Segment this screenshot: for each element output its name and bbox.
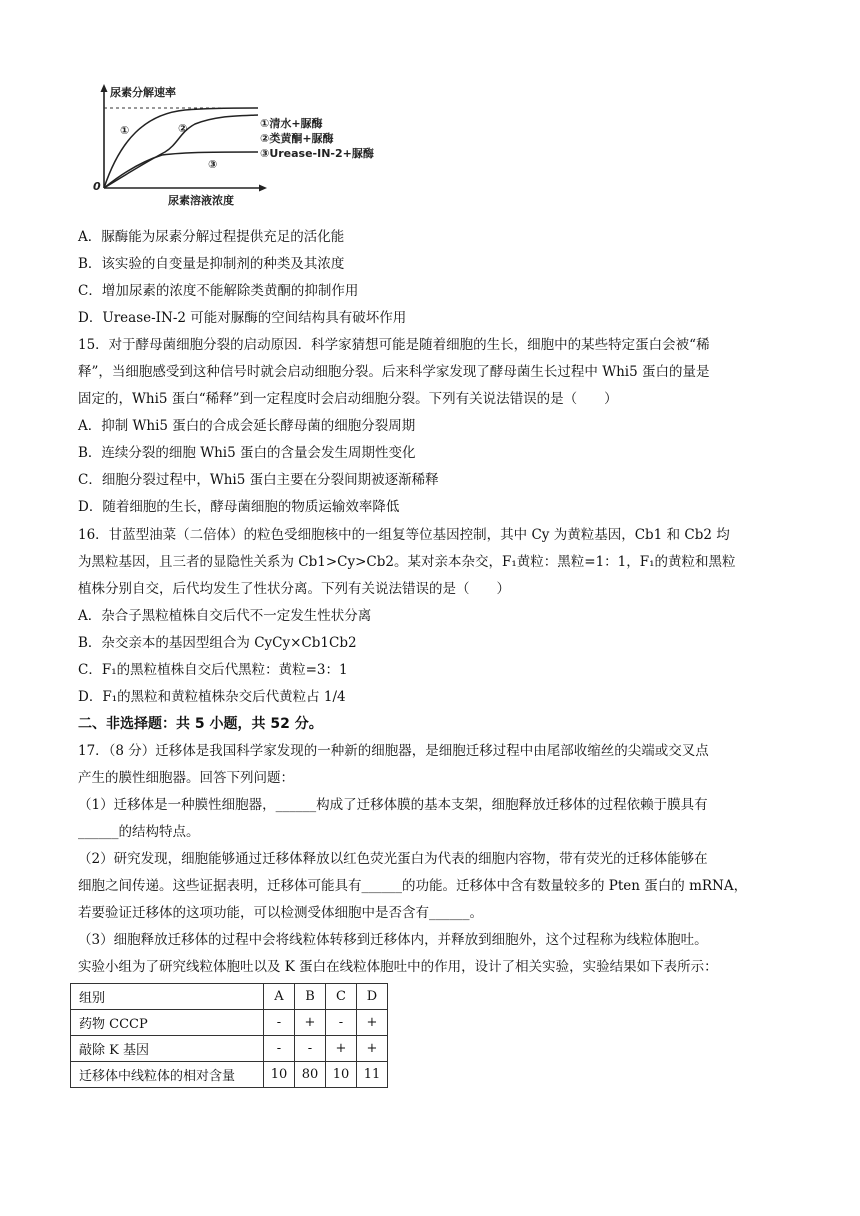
- table-cell: 80: [295, 1062, 326, 1088]
- table-cell: +: [295, 1010, 326, 1036]
- table-header-cell: C: [326, 984, 357, 1010]
- experiment-results-table: [70, 983, 388, 1088]
- table-cell: +: [357, 1036, 388, 1062]
- table-cell: 敲除 K 基因: [71, 1036, 264, 1062]
- table-header-row: [71, 984, 388, 1010]
- table-cell: +: [357, 1010, 388, 1036]
- table-header-cell: 组别: [71, 984, 264, 1010]
- table-cell: -: [326, 1010, 357, 1036]
- table-cell: -: [264, 1010, 295, 1036]
- urease-rate-graph: [90, 80, 400, 210]
- q17-part1-line2: ______的结构特点。: [78, 824, 200, 840]
- q16-option-c: C．F₁的黑粒植株自交后代黑粒：黄粒=3：1: [78, 662, 348, 678]
- q17-part2-line3: 若要验证迁移体的这项功能，可以检测受体细胞中是否含有______。: [78, 905, 483, 921]
- q14-option-a: A．脲酶能为尿素分解过程提供充足的活化能: [78, 229, 345, 245]
- q14-option-c: C．增加尿素的浓度不能解除类黄酮的抑制作用: [78, 283, 359, 299]
- origin-label: 0: [93, 180, 101, 193]
- x-axis-label: 尿素溶液浓度: [168, 194, 234, 207]
- legend-3: ③Urease-IN-2+脲酶: [260, 147, 374, 160]
- table-cell: 药物 CCCP: [71, 1010, 264, 1036]
- table-cell: +: [326, 1036, 357, 1062]
- q17-part3-line1: （3）细胞释放迁移体的过程中会将线粒体转移到迁移体内，并释放到细胞外，这个过程称为线粒体胞吐。: [78, 932, 708, 948]
- table-header-cell: D: [357, 984, 388, 1010]
- q17-stem-line2: 产生的膜性细胞器。回答下列问题：: [78, 770, 294, 786]
- q17-part2-line2: 细胞之间传递。这些证据表明，迁移体可能具有______的功能。迁移体中含有数量较多的 Pten 蛋白的 mRNA，: [78, 878, 748, 894]
- y-axis-label: 尿素分解速率: [110, 86, 176, 99]
- curve-3-marker: ③: [208, 158, 218, 171]
- curve-1: [104, 108, 258, 188]
- curve-3: [104, 152, 258, 188]
- table-row: [71, 1036, 388, 1062]
- table-cell: 11: [357, 1062, 388, 1088]
- q15-option-d: D．随着细胞的生长，酵母菌细胞的物质运输效率降低: [78, 499, 400, 515]
- q17-stem-line1: 17．（8 分）迁移体是我国科学家发现的一种新的细胞器，是细胞迁移过程中由尾部收缩丝的尖端或交叉点: [78, 743, 709, 759]
- table-cell: -: [264, 1036, 295, 1062]
- q15-option-a: A．抑制 Whi5 蛋白的合成会延长酵母菌的细胞分裂周期: [78, 418, 416, 434]
- table-row: [71, 1010, 388, 1036]
- q16-option-d: D．F₁的黑粒和黄粒植株杂交后代黄粒占 1/4: [78, 689, 346, 705]
- q14-option-b: B．该实验的自变量是抑制剂的种类及其浓度: [78, 256, 345, 272]
- table-row: [71, 1062, 388, 1088]
- q15-option-c: C．细胞分裂过程中，Whi5 蛋白主要在分裂间期被逐渐稀释: [78, 472, 439, 488]
- q16-stem-line2: 为黑粒基因，且三者的显隐性关系为 Cb1>Cy>Cb2。某对亲本杂交，F₁黄粒：黑粒=1：1，F₁的黄粒和黑粒: [78, 554, 736, 570]
- table-cell: 10: [326, 1062, 357, 1088]
- x-axis-arrow: [259, 185, 267, 192]
- table-header-cell: A: [264, 984, 295, 1010]
- q17-part1-line1: （1）迁移体是一种膜性细胞器，______构成了迁移体膜的基本支架，细胞释放迁移体的过程依赖于膜具有: [78, 797, 708, 813]
- q17-part3-line2: 实验小组为了研究线粒体胞吐以及 K 蛋白在线粒体胞吐中的作用，设计了相关实验，实验结果如下表所示：: [78, 959, 718, 975]
- q15-stem-line1: 15．对于酵母菌细胞分裂的启动原因．科学家猜想可能是随着细胞的生长，细胞中的某些特定蛋白会被“稀: [78, 337, 710, 353]
- table-cell: -: [295, 1036, 326, 1062]
- table-header-cell: B: [295, 984, 326, 1010]
- y-axis-arrow: [101, 84, 108, 92]
- q16-option-a: A．杂合子黑粒植株自交后代不一定发生性状分离: [78, 608, 372, 624]
- q16-stem-line1: 16．甘蓝型油菜（二倍体）的粒色受细胞核中的一组复等位基因控制，其中 Cy 为黄粒基因，Cb1 和 Cb2 均: [78, 527, 730, 543]
- q15-stem-line3: 固定的，Whi5 蛋白“稀释”到一定程度时会启动细胞分裂。下列有关说法错误的是（ ）: [78, 391, 618, 407]
- q17-part2-line1: （2）研究发现，细胞能够通过迁移体释放以红色荧光蛋白为代表的细胞内容物，带有荧光的迁移体能够在: [78, 851, 708, 867]
- q16-stem-line3: 植株分别自交，后代均发生了性状分离。下列有关说法错误的是（ ）: [78, 581, 510, 597]
- legend-2: ②类黄酮+脲酶: [260, 132, 334, 145]
- q15-stem-line2: 释”，当细胞感受到这种信号时就会启动细胞分裂。后来科学家发现了酵母菌生长过程中 Whi5 蛋白的量是: [78, 364, 710, 380]
- table-cell: 10: [264, 1062, 295, 1088]
- section-2-heading: 二、非选择题：共 5 小题，共 52 分。: [78, 716, 323, 732]
- curve-1-marker: ①: [120, 124, 130, 137]
- curve-2-marker: ②: [178, 122, 188, 135]
- q16-option-b: B．杂交亲本的基因型组合为 CyCy×Cb1Cb2: [78, 635, 357, 651]
- q15-option-b: B．连续分裂的细胞 Whi5 蛋白的含量会发生周期性变化: [78, 445, 416, 461]
- q14-option-d: D．Urease-IN-2 可能对脲酶的空间结构具有破坏作用: [78, 310, 407, 326]
- legend-1: ①清水+脲酶: [260, 117, 323, 130]
- table-cell: 迁移体中线粒体的相对含量: [71, 1062, 264, 1088]
